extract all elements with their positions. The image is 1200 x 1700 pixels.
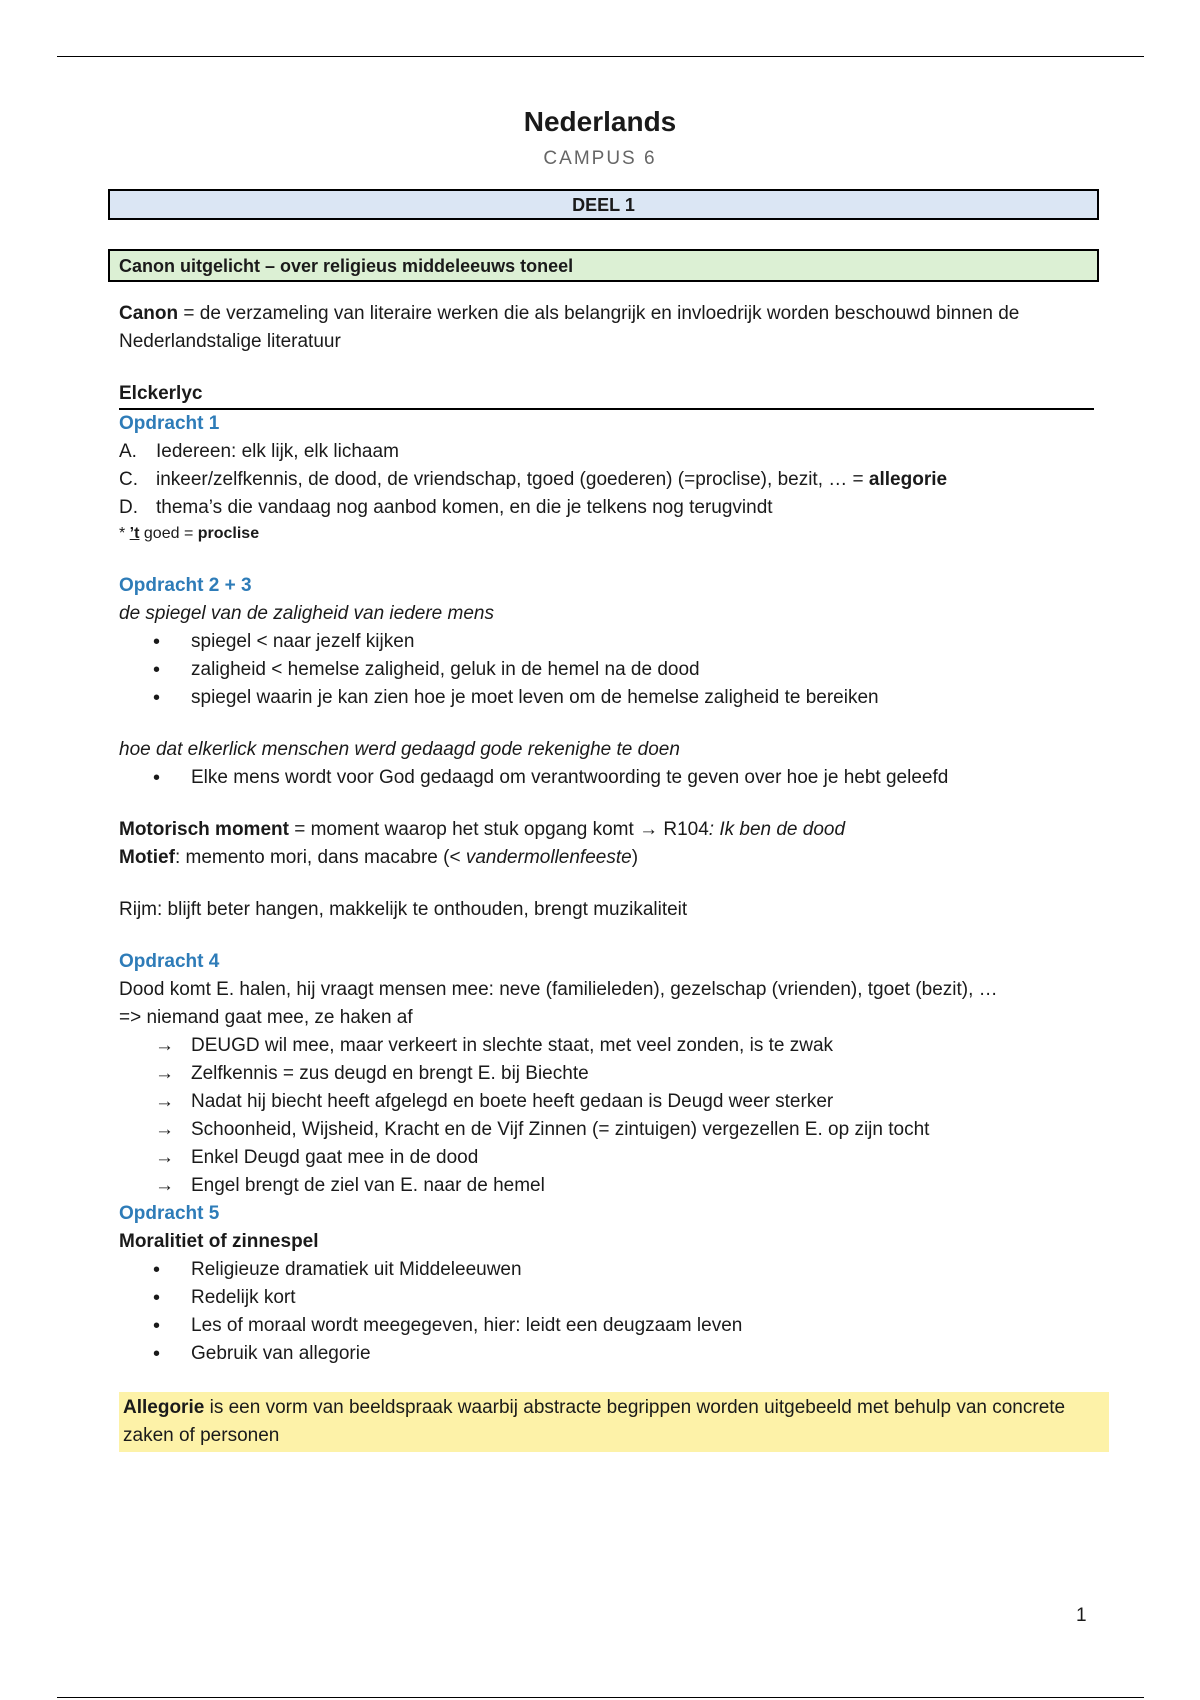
list-item bbox=[119, 1172, 1099, 1200]
page-subtitle: CAMPUS 6 bbox=[543, 148, 657, 169]
motorisch-term: Motorisch moment bbox=[119, 819, 289, 840]
note-t: ’t bbox=[129, 525, 140, 542]
motorisch-quote: : Ik ben de dood bbox=[708, 819, 846, 840]
motorisch-moment bbox=[119, 816, 1099, 844]
canon-definition bbox=[119, 300, 1099, 356]
list-item: • spiegel < naar jezelf kijken bbox=[119, 628, 1099, 656]
arrow-right-icon: → bbox=[155, 1175, 174, 1196]
document-body bbox=[119, 300, 1099, 1452]
note-mid: goed = bbox=[139, 525, 198, 542]
arrow-right-icon: → bbox=[155, 1035, 174, 1056]
list-text: DEUGD wil mee, maar verkeert in slechte staat, met veel zonden, is te zwak bbox=[191, 1035, 834, 1056]
opdracht23-title: Opdracht 2 + 3 bbox=[119, 575, 252, 596]
opdracht1-title: Opdracht 1 bbox=[119, 413, 220, 434]
allegorie-text: is een vorm van beeldspraak waarbij abstracte begrippen worden uitgebeeld met behulp van concrete zaken of personen bbox=[123, 1397, 1066, 1446]
motief-text: : memento mori, dans macabre (< bbox=[174, 847, 466, 868]
list-item: • Gebruik van allegorie bbox=[119, 1340, 1099, 1368]
opdracht4-line2: => niemand gaat mee, ze haken af bbox=[119, 1007, 413, 1028]
motief-term: Motief bbox=[119, 847, 175, 868]
opdracht5-title: Opdracht 5 bbox=[119, 1203, 220, 1224]
list-item: • spiegel waarin je kan zien hoe je moet leven om de hemelse zaligheid te bereiken bbox=[119, 684, 1099, 712]
list-text: Engel brengt de ziel van E. naar de hemel bbox=[191, 1175, 545, 1196]
motief-end: ) bbox=[631, 847, 639, 868]
top-rule bbox=[57, 56, 1144, 57]
opdracht4-title: Opdracht 4 bbox=[119, 951, 220, 972]
list-text: inkeer/zelfkennis, de dood, de vriendschap, tgoed (goederen) (=proclise), bezit, … = bbox=[156, 469, 869, 490]
list-item bbox=[119, 466, 1099, 494]
arrow-right-icon: → bbox=[155, 1119, 174, 1140]
bottom-rule bbox=[57, 1697, 1144, 1698]
list-item: • Religieuze dramatiek uit Middeleeuwen bbox=[119, 1256, 1099, 1284]
motief bbox=[119, 844, 1099, 872]
rijm: Rijm: blijft beter hangen, makkelijk te onthouden, brengt muzikaliteit bbox=[119, 899, 688, 920]
list-item: • Redelijk kort bbox=[119, 1284, 1099, 1312]
elckerlyc-heading: Elckerlyc bbox=[119, 380, 1094, 410]
allegorie-definition bbox=[119, 1392, 1109, 1452]
note-bold: proclise bbox=[197, 525, 260, 542]
motorisch-text: = moment waarop het stuk opgang komt bbox=[288, 819, 640, 840]
list-item bbox=[119, 1032, 1099, 1060]
list-letter: D. bbox=[119, 497, 138, 518]
list-letter: C. bbox=[119, 469, 138, 490]
proclise-note bbox=[119, 522, 1099, 546]
canon-term: Canon bbox=[119, 303, 179, 324]
list-item bbox=[119, 494, 1099, 522]
quote-elkerlick: hoe dat elkerlick menschen werd gedaagd gode rekenighe te doen bbox=[119, 739, 680, 760]
allegorie-term: Allegorie bbox=[123, 1397, 205, 1418]
arrow-right-icon: → bbox=[155, 1147, 174, 1168]
list-item bbox=[119, 1060, 1099, 1088]
bullet-list bbox=[119, 1256, 1099, 1368]
opdracht5-subtitle: Moralitiet of zinnespel bbox=[119, 1231, 319, 1252]
opdracht4-line1: Dood komt E. halen, hij vraagt mensen mee: neve (familieleden), gezelschap (vrienden), tgoet (bezit), … bbox=[119, 979, 998, 1000]
arrow-right-icon: → bbox=[155, 1091, 174, 1112]
note-star: * bbox=[119, 525, 130, 542]
list-item bbox=[119, 438, 1099, 466]
list-text: Nadat hij biecht heeft afgelegd en boete heeft gedaan is Deugd weer sterker bbox=[191, 1091, 834, 1112]
arrow-right-icon: → bbox=[639, 819, 659, 840]
bullet-list bbox=[119, 764, 1099, 792]
list-item bbox=[119, 1088, 1099, 1116]
quote-spiegel: de spiegel van de zaligheid van iedere mens bbox=[119, 603, 494, 624]
list-item: • Elke mens wordt voor God gedaagd om verantwoording te geven over hoe je hebt geleefd bbox=[119, 764, 1099, 792]
page-number: 1 bbox=[1076, 1605, 1087, 1626]
arrow-right-icon: → bbox=[155, 1063, 174, 1084]
page-title: Nederlands bbox=[523, 106, 677, 137]
list-letter: A. bbox=[119, 441, 137, 462]
list-text: Iedereen: elk lijk, elk lichaam bbox=[156, 441, 399, 462]
list-item bbox=[119, 1144, 1099, 1172]
list-item bbox=[119, 1116, 1099, 1144]
canon-text: = de verzameling van literaire werken die als belangrijk en invloedrijk worden beschouwd binnen de Nederlandstalige literatuur bbox=[119, 303, 1020, 352]
list-item: • zaligheid < hemelse zaligheid, geluk in de hemel na de dood bbox=[119, 656, 1099, 684]
list-text: thema’s die vandaag nog aanbod komen, en die je telkens nog terugvindt bbox=[156, 497, 773, 518]
allegorie-bold: allegorie bbox=[868, 469, 948, 490]
deel-header: DEEL 1 bbox=[108, 189, 1099, 220]
bullet-list bbox=[119, 628, 1099, 712]
list-text: Schoonheid, Wijsheid, Kracht en de Vijf Zinnen (= zintuigen) vergezellen E. op zijn tocht bbox=[191, 1119, 930, 1140]
section-header: Canon uitgelicht – over religieus middeleeuws toneel bbox=[108, 249, 1099, 282]
list-item: • Les of moraal wordt meegegeven, hier: leidt een deugzaam leven bbox=[119, 1312, 1099, 1340]
list-text: Zelfkennis = zus deugd en brengt E. bij Biechte bbox=[191, 1063, 589, 1084]
arrow-list bbox=[119, 1032, 1099, 1200]
motief-italic: vandermollenfeeste bbox=[465, 847, 632, 868]
list-text: Enkel Deugd gaat mee in de dood bbox=[191, 1147, 479, 1168]
motorisch-ref: R104 bbox=[658, 819, 709, 840]
